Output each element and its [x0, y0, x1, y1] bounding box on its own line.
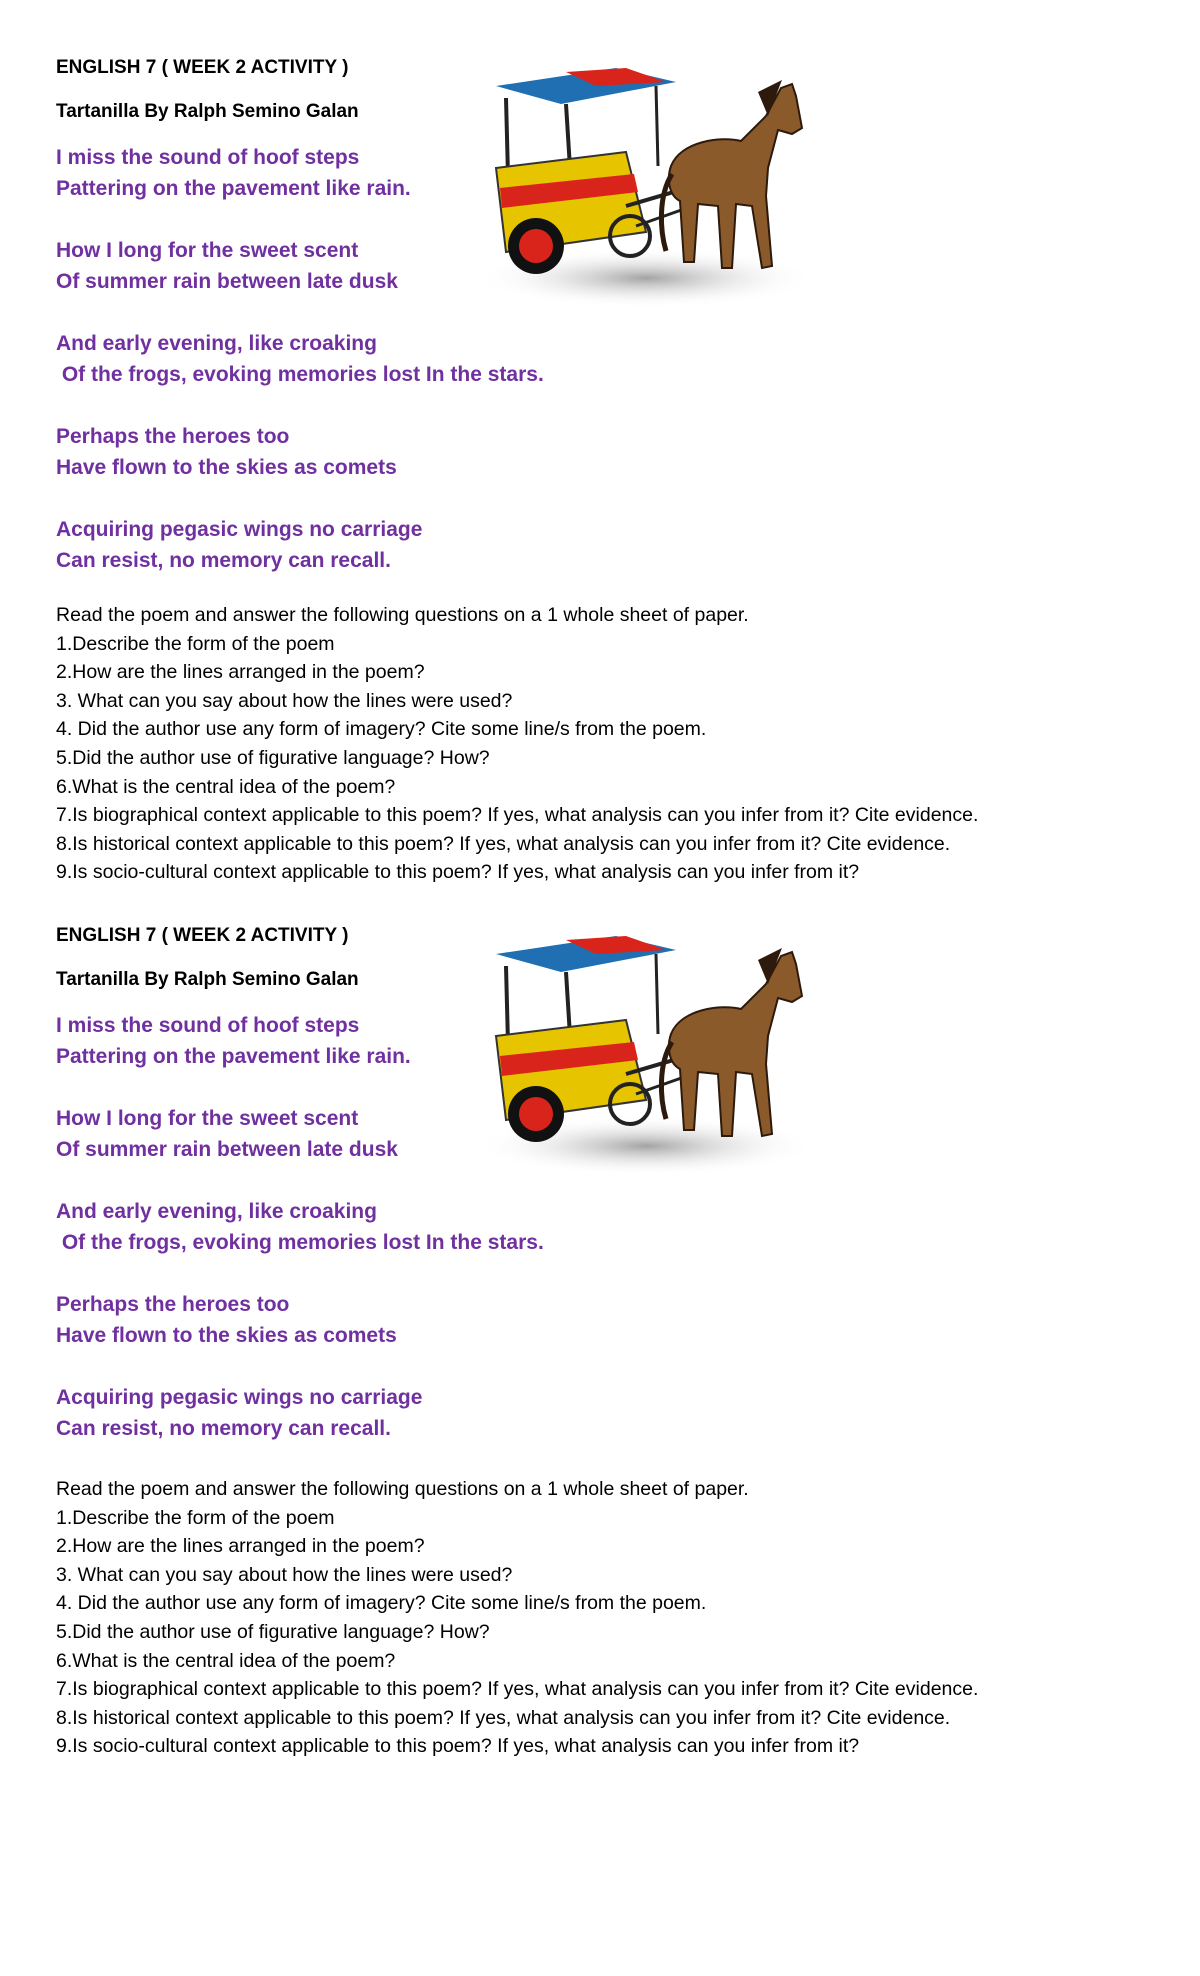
activity-heading: ENGLISH 7 ( WEEK 2 ACTIVITY ): [56, 925, 349, 946]
poem-line: Perhaps the heroes too: [56, 1293, 290, 1316]
poem-line: How I long for the sweet scent: [56, 1107, 359, 1130]
instructions-list: [56, 1475, 1146, 1761]
question-item: 6.What is the central idea of the poem?: [56, 1649, 396, 1672]
question-item: 3. What can you say about how the lines were used?: [56, 689, 513, 712]
poem-line: Of summer rain between late dusk: [56, 270, 398, 293]
question-item: 4. Did the author use any form of imagery? Cite some line/s from the poem.: [56, 1592, 707, 1615]
question-item: 9.Is socio-cultural context applicable to this poem? If yes, what analysis can you infer from it?: [56, 861, 860, 884]
question-item: 3. What can you say about how the lines were used?: [56, 1563, 513, 1586]
poem-line: Can resist, no memory can recall.: [56, 1417, 391, 1440]
question-item: 9.Is socio-cultural context applicable to this poem? If yes, what analysis can you infer from it?: [56, 1735, 860, 1758]
poem-line: Have flown to the skies as comets: [56, 456, 397, 479]
instructions-intro: Read the poem and answer the following questions on a 1 whole sheet of paper.: [56, 604, 749, 626]
poem-line: I miss the sound of hoof steps: [56, 146, 360, 169]
poem-stanza: [56, 1196, 1146, 1258]
poem-line: Perhaps the heroes too: [56, 425, 290, 448]
question-item: 2.How are the lines arranged in the poem?: [56, 1535, 425, 1558]
question-item: 7.Is biographical context applicable to this poem? If yes, what analysis can you infer from it? Cite evidence.: [56, 804, 979, 827]
poem-stanza: [56, 1289, 1146, 1351]
question-item: 1.Describe the form of the poem: [56, 1506, 335, 1529]
poem-line: And early evening, like croaking: [56, 1200, 377, 1223]
poem-stanza: [56, 328, 1146, 390]
horse-carriage-illustration: [466, 56, 818, 312]
instructions-intro: Read the poem and answer the following questions on a 1 whole sheet of paper.: [56, 1478, 749, 1500]
poem-stanza: [56, 514, 1146, 576]
question-item: 8.Is historical context applicable to this poem? If yes, what analysis can you infer from it? Cite evidence.: [56, 1706, 951, 1729]
horse-carriage-icon: [466, 56, 818, 312]
activity-heading: ENGLISH 7 ( WEEK 2 ACTIVITY ): [56, 57, 349, 78]
poem-line: Acquiring pegasic wings no carriage: [56, 1386, 423, 1409]
question-item: 1.Describe the form of the poem: [56, 632, 335, 655]
poem-line: Acquiring pegasic wings no carriage: [56, 518, 423, 541]
poem-title: Tartanilla By Ralph Semino Galan: [56, 969, 359, 990]
horse-carriage-illustration: [466, 924, 818, 1180]
poem-line: Can resist, no memory can recall.: [56, 549, 391, 572]
question-item: 7.Is biographical context applicable to this poem? If yes, what analysis can you infer from it? Cite evidence.: [56, 1678, 979, 1701]
question-item: 5.Did the author use of figurative language? How?: [56, 1620, 490, 1643]
question-item: 8.Is historical context applicable to this poem? If yes, what analysis can you infer from it? Cite evidence.: [56, 832, 951, 855]
poem-line: Of the frogs, evoking memories lost In the stars.: [56, 363, 544, 386]
horse-carriage-icon: [466, 924, 818, 1180]
poem-title: Tartanilla By Ralph Semino Galan: [56, 101, 359, 122]
poem-line: Have flown to the skies as comets: [56, 1324, 397, 1347]
activity-section-2: [56, 924, 1146, 1761]
activity-section-1: [56, 56, 1146, 887]
poem-line: Pattering on the pavement like rain.: [56, 177, 411, 200]
poem-stanza: [56, 421, 1146, 483]
poem-line: How I long for the sweet scent: [56, 239, 359, 262]
question-item: 5.Did the author use of figurative language? How?: [56, 746, 490, 769]
question-item: 6.What is the central idea of the poem?: [56, 775, 396, 798]
poem-line: Of summer rain between late dusk: [56, 1138, 398, 1161]
poem-line: I miss the sound of hoof steps: [56, 1014, 360, 1037]
question-item: 4. Did the author use any form of imagery? Cite some line/s from the poem.: [56, 718, 707, 741]
question-item: 2.How are the lines arranged in the poem?: [56, 661, 425, 684]
instructions-list: [56, 601, 1146, 887]
poem-line: Pattering on the pavement like rain.: [56, 1045, 411, 1068]
poem-stanza: [56, 1382, 1146, 1444]
poem-line: Of the frogs, evoking memories lost In the stars.: [56, 1231, 544, 1254]
poem-line: And early evening, like croaking: [56, 332, 377, 355]
